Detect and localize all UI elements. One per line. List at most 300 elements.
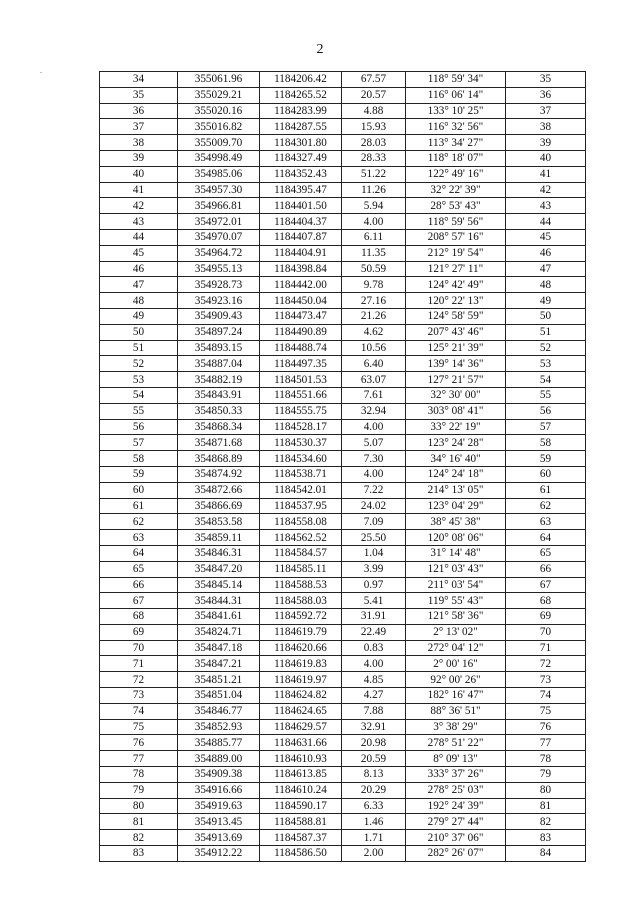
direction-angle-cell: 32° 30' 00" xyxy=(406,387,506,403)
x-coordinate-cell: 354916.66 xyxy=(178,782,260,798)
direction-angle-cell: 139° 14' 36" xyxy=(406,356,506,372)
next-point-cell: 47 xyxy=(506,261,586,277)
y-coordinate-cell: 1184562.52 xyxy=(260,530,342,546)
point-number-cell: 75 xyxy=(100,719,178,735)
direction-angle-cell: 92° 00' 26" xyxy=(406,672,506,688)
table-row xyxy=(100,419,586,435)
next-point-cell: 84 xyxy=(506,846,586,862)
distance-cell: 24.02 xyxy=(342,498,406,514)
point-number-cell: 65 xyxy=(100,561,178,577)
x-coordinate-cell: 354847.18 xyxy=(178,640,260,656)
table-row xyxy=(100,672,586,688)
point-number-cell: 69 xyxy=(100,624,178,640)
x-coordinate-cell: 354868.34 xyxy=(178,419,260,435)
y-coordinate-cell: 1184555.75 xyxy=(260,403,342,419)
table-row xyxy=(100,150,586,166)
x-coordinate-cell: 354871.68 xyxy=(178,435,260,451)
distance-cell: 7.09 xyxy=(342,514,406,530)
next-point-cell: 54 xyxy=(506,372,586,388)
x-coordinate-cell: 354859.11 xyxy=(178,530,260,546)
next-point-cell: 52 xyxy=(506,340,586,356)
direction-angle-cell: 28° 53' 43" xyxy=(406,198,506,214)
direction-angle-cell: 210° 37' 06" xyxy=(406,830,506,846)
point-number-cell: 51 xyxy=(100,340,178,356)
x-coordinate-cell: 354923.16 xyxy=(178,293,260,309)
direction-angle-cell: 118° 59' 56" xyxy=(406,214,506,230)
next-point-cell: 71 xyxy=(506,640,586,656)
y-coordinate-cell: 1184619.83 xyxy=(260,656,342,672)
y-coordinate-cell: 1184488.74 xyxy=(260,340,342,356)
direction-angle-cell: 211° 03' 54" xyxy=(406,577,506,593)
y-coordinate-cell: 1184586.50 xyxy=(260,846,342,862)
direction-angle-cell: 122° 49' 16" xyxy=(406,166,506,182)
next-point-cell: 55 xyxy=(506,387,586,403)
point-number-cell: 62 xyxy=(100,514,178,530)
x-coordinate-cell: 354985.06 xyxy=(178,166,260,182)
point-number-cell: 77 xyxy=(100,751,178,767)
direction-angle-cell: 120° 08' 06" xyxy=(406,530,506,546)
distance-cell: 28.33 xyxy=(342,150,406,166)
y-coordinate-cell: 1184590.17 xyxy=(260,798,342,814)
x-coordinate-cell: 354844.31 xyxy=(178,593,260,609)
x-coordinate-cell: 354852.93 xyxy=(178,719,260,735)
distance-cell: 4.62 xyxy=(342,324,406,340)
point-number-cell: 76 xyxy=(100,735,178,751)
next-point-cell: 62 xyxy=(506,498,586,514)
point-number-cell: 57 xyxy=(100,435,178,451)
next-point-cell: 49 xyxy=(506,293,586,309)
y-coordinate-cell: 1184592.72 xyxy=(260,609,342,625)
distance-cell: 4.27 xyxy=(342,688,406,704)
next-point-cell: 46 xyxy=(506,245,586,261)
x-coordinate-cell: 354850.33 xyxy=(178,403,260,419)
y-coordinate-cell: 1184283.99 xyxy=(260,103,342,119)
y-coordinate-cell: 1184619.79 xyxy=(260,624,342,640)
distance-cell: 50.59 xyxy=(342,261,406,277)
direction-angle-cell: 8° 09' 13" xyxy=(406,751,506,767)
y-coordinate-cell: 1184537.95 xyxy=(260,498,342,514)
point-number-cell: 61 xyxy=(100,498,178,514)
table-row xyxy=(100,261,586,277)
y-coordinate-cell: 1184624.82 xyxy=(260,688,342,704)
direction-angle-cell: 207° 43' 46" xyxy=(406,324,506,340)
y-coordinate-cell: 1184610.93 xyxy=(260,751,342,767)
direction-angle-cell: 124° 42' 49" xyxy=(406,277,506,293)
table-row xyxy=(100,387,586,403)
table-row xyxy=(100,482,586,498)
table-row xyxy=(100,245,586,261)
y-coordinate-cell: 1184450.04 xyxy=(260,293,342,309)
next-point-cell: 39 xyxy=(506,135,586,151)
distance-cell: 4.00 xyxy=(342,466,406,482)
point-number-cell: 49 xyxy=(100,308,178,324)
next-point-cell: 48 xyxy=(506,277,586,293)
x-coordinate-cell: 354846.77 xyxy=(178,703,260,719)
distance-cell: 9.78 xyxy=(342,277,406,293)
next-point-cell: 50 xyxy=(506,308,586,324)
y-coordinate-cell: 1184624.65 xyxy=(260,703,342,719)
table-row xyxy=(100,103,586,119)
table-row xyxy=(100,182,586,198)
x-coordinate-cell: 354846.31 xyxy=(178,545,260,561)
direction-angle-cell: 303° 08' 41" xyxy=(406,403,506,419)
table-row xyxy=(100,688,586,704)
y-coordinate-cell: 1184588.03 xyxy=(260,593,342,609)
y-coordinate-cell: 1184610.24 xyxy=(260,782,342,798)
next-point-cell: 44 xyxy=(506,214,586,230)
point-number-cell: 43 xyxy=(100,214,178,230)
direction-angle-cell: 278° 25' 03" xyxy=(406,782,506,798)
point-number-cell: 58 xyxy=(100,451,178,467)
x-coordinate-cell: 355016.82 xyxy=(178,119,260,135)
next-point-cell: 35 xyxy=(506,72,586,88)
y-coordinate-cell: 1184613.85 xyxy=(260,767,342,783)
distance-cell: 5.41 xyxy=(342,593,406,609)
distance-cell: 5.07 xyxy=(342,435,406,451)
distance-cell: 20.98 xyxy=(342,735,406,751)
point-number-cell: 71 xyxy=(100,656,178,672)
next-point-cell: 58 xyxy=(506,435,586,451)
y-coordinate-cell: 1184501.53 xyxy=(260,372,342,388)
x-coordinate-cell: 354919.63 xyxy=(178,798,260,814)
y-coordinate-cell: 1184584.57 xyxy=(260,545,342,561)
x-coordinate-cell: 354847.21 xyxy=(178,656,260,672)
next-point-cell: 69 xyxy=(506,609,586,625)
point-number-cell: 40 xyxy=(100,166,178,182)
y-coordinate-cell: 1184265.52 xyxy=(260,87,342,103)
next-point-cell: 40 xyxy=(506,150,586,166)
next-point-cell: 74 xyxy=(506,688,586,704)
distance-cell: 7.22 xyxy=(342,482,406,498)
distance-cell: 6.33 xyxy=(342,798,406,814)
table-row xyxy=(100,435,586,451)
direction-angle-cell: 214° 13' 05" xyxy=(406,482,506,498)
direction-angle-cell: 278° 51' 22" xyxy=(406,735,506,751)
table-row xyxy=(100,846,586,862)
table-row xyxy=(100,498,586,514)
next-point-cell: 53 xyxy=(506,356,586,372)
distance-cell: 27.16 xyxy=(342,293,406,309)
direction-angle-cell: 120° 22' 13" xyxy=(406,293,506,309)
point-number-cell: 59 xyxy=(100,466,178,482)
y-coordinate-cell: 1184588.81 xyxy=(260,814,342,830)
x-coordinate-cell: 354866.69 xyxy=(178,498,260,514)
table-row xyxy=(100,624,586,640)
point-number-cell: 38 xyxy=(100,135,178,151)
table-row xyxy=(100,703,586,719)
x-coordinate-cell: 354824.71 xyxy=(178,624,260,640)
direction-angle-cell: 31° 14' 48" xyxy=(406,545,506,561)
distance-cell: 1.46 xyxy=(342,814,406,830)
point-number-cell: 60 xyxy=(100,482,178,498)
point-number-cell: 83 xyxy=(100,846,178,862)
y-coordinate-cell: 1184287.55 xyxy=(260,119,342,135)
y-coordinate-cell: 1184401.50 xyxy=(260,198,342,214)
distance-cell: 15.93 xyxy=(342,119,406,135)
distance-cell: 4.88 xyxy=(342,103,406,119)
y-coordinate-cell: 1184538.71 xyxy=(260,466,342,482)
table-row xyxy=(100,593,586,609)
x-coordinate-cell: 354957.30 xyxy=(178,182,260,198)
table-row xyxy=(100,277,586,293)
next-point-cell: 68 xyxy=(506,593,586,609)
direction-angle-cell: 118° 18' 07" xyxy=(406,150,506,166)
margin-mark: . xyxy=(40,66,42,75)
distance-cell: 28.03 xyxy=(342,135,406,151)
y-coordinate-cell: 1184558.08 xyxy=(260,514,342,530)
next-point-cell: 83 xyxy=(506,830,586,846)
y-coordinate-cell: 1184528.17 xyxy=(260,419,342,435)
x-coordinate-cell: 354847.20 xyxy=(178,561,260,577)
table-row xyxy=(100,340,586,356)
x-coordinate-cell: 354966.81 xyxy=(178,198,260,214)
x-coordinate-cell: 354909.43 xyxy=(178,308,260,324)
table-row xyxy=(100,609,586,625)
y-coordinate-cell: 1184490.89 xyxy=(260,324,342,340)
point-number-cell: 73 xyxy=(100,688,178,704)
x-coordinate-cell: 354913.69 xyxy=(178,830,260,846)
direction-angle-cell: 279° 27' 44" xyxy=(406,814,506,830)
x-coordinate-cell: 354882.19 xyxy=(178,372,260,388)
x-coordinate-cell: 354909.38 xyxy=(178,767,260,783)
distance-cell: 67.57 xyxy=(342,72,406,88)
x-coordinate-cell: 354874.92 xyxy=(178,466,260,482)
distance-cell: 11.26 xyxy=(342,182,406,198)
y-coordinate-cell: 1184551.66 xyxy=(260,387,342,403)
point-number-cell: 56 xyxy=(100,419,178,435)
y-coordinate-cell: 1184587.37 xyxy=(260,830,342,846)
table-row xyxy=(100,640,586,656)
direction-angle-cell: 118° 59' 34" xyxy=(406,72,506,88)
next-point-cell: 65 xyxy=(506,545,586,561)
table-row xyxy=(100,751,586,767)
distance-cell: 20.57 xyxy=(342,87,406,103)
table-row xyxy=(100,166,586,182)
distance-cell: 4.00 xyxy=(342,214,406,230)
next-point-cell: 42 xyxy=(506,182,586,198)
table-row xyxy=(100,514,586,530)
table-row xyxy=(100,135,586,151)
direction-angle-cell: 208° 57' 16" xyxy=(406,229,506,245)
next-point-cell: 73 xyxy=(506,672,586,688)
table-row xyxy=(100,214,586,230)
point-number-cell: 41 xyxy=(100,182,178,198)
x-coordinate-cell: 354893.15 xyxy=(178,340,260,356)
x-coordinate-cell: 354868.89 xyxy=(178,451,260,467)
point-number-cell: 82 xyxy=(100,830,178,846)
distance-cell: 31.91 xyxy=(342,609,406,625)
direction-angle-cell: 333° 37' 26" xyxy=(406,767,506,783)
table-row xyxy=(100,561,586,577)
next-point-cell: 56 xyxy=(506,403,586,419)
distance-cell: 5.94 xyxy=(342,198,406,214)
distance-cell: 25.50 xyxy=(342,530,406,546)
direction-angle-cell: 2° 13' 02" xyxy=(406,624,506,640)
x-coordinate-cell: 355020.16 xyxy=(178,103,260,119)
next-point-cell: 60 xyxy=(506,466,586,482)
y-coordinate-cell: 1184620.66 xyxy=(260,640,342,656)
point-number-cell: 72 xyxy=(100,672,178,688)
next-point-cell: 57 xyxy=(506,419,586,435)
x-coordinate-cell: 354851.04 xyxy=(178,688,260,704)
direction-angle-cell: 2° 00' 16" xyxy=(406,656,506,672)
y-coordinate-cell: 1184629.57 xyxy=(260,719,342,735)
distance-cell: 1.71 xyxy=(342,830,406,846)
table-row xyxy=(100,782,586,798)
y-coordinate-cell: 1184395.47 xyxy=(260,182,342,198)
direction-angle-cell: 124° 58' 59" xyxy=(406,308,506,324)
x-coordinate-cell: 354912.22 xyxy=(178,846,260,862)
distance-cell: 32.91 xyxy=(342,719,406,735)
point-number-cell: 36 xyxy=(100,103,178,119)
distance-cell: 51.22 xyxy=(342,166,406,182)
point-number-cell: 70 xyxy=(100,640,178,656)
table-row xyxy=(100,119,586,135)
next-point-cell: 41 xyxy=(506,166,586,182)
distance-cell: 20.29 xyxy=(342,782,406,798)
table-row xyxy=(100,830,586,846)
point-number-cell: 50 xyxy=(100,324,178,340)
point-number-cell: 34 xyxy=(100,72,178,88)
distance-cell: 2.00 xyxy=(342,846,406,862)
table-row xyxy=(100,293,586,309)
point-number-cell: 78 xyxy=(100,767,178,783)
next-point-cell: 79 xyxy=(506,767,586,783)
point-number-cell: 80 xyxy=(100,798,178,814)
distance-cell: 22.49 xyxy=(342,624,406,640)
distance-cell: 0.97 xyxy=(342,577,406,593)
page-number: 2 xyxy=(316,42,324,57)
x-coordinate-cell: 355061.96 xyxy=(178,72,260,88)
direction-angle-cell: 113° 34' 27" xyxy=(406,135,506,151)
table-row xyxy=(100,577,586,593)
x-coordinate-cell: 355029.21 xyxy=(178,87,260,103)
x-coordinate-cell: 354928.73 xyxy=(178,277,260,293)
point-number-cell: 53 xyxy=(100,372,178,388)
next-point-cell: 80 xyxy=(506,782,586,798)
distance-cell: 4.85 xyxy=(342,672,406,688)
next-point-cell: 63 xyxy=(506,514,586,530)
direction-angle-cell: 121° 58' 36" xyxy=(406,609,506,625)
table-row xyxy=(100,451,586,467)
distance-cell: 10.56 xyxy=(342,340,406,356)
point-number-cell: 39 xyxy=(100,150,178,166)
y-coordinate-cell: 1184404.91 xyxy=(260,245,342,261)
point-number-cell: 68 xyxy=(100,609,178,625)
distance-cell: 7.30 xyxy=(342,451,406,467)
next-point-cell: 70 xyxy=(506,624,586,640)
direction-angle-cell: 272° 04' 12" xyxy=(406,640,506,656)
point-number-cell: 74 xyxy=(100,703,178,719)
y-coordinate-cell: 1184327.49 xyxy=(260,150,342,166)
direction-angle-cell: 116° 32' 56" xyxy=(406,119,506,135)
direction-angle-cell: 127° 21' 57" xyxy=(406,372,506,388)
direction-angle-cell: 119° 55' 43" xyxy=(406,593,506,609)
x-coordinate-cell: 354851.21 xyxy=(178,672,260,688)
x-coordinate-cell: 354897.24 xyxy=(178,324,260,340)
table-row xyxy=(100,308,586,324)
table-row xyxy=(100,229,586,245)
direction-angle-cell: 121° 03' 43" xyxy=(406,561,506,577)
y-coordinate-cell: 1184542.01 xyxy=(260,482,342,498)
y-coordinate-cell: 1184473.47 xyxy=(260,308,342,324)
y-coordinate-cell: 1184631.66 xyxy=(260,735,342,751)
point-number-cell: 54 xyxy=(100,387,178,403)
distance-cell: 11.35 xyxy=(342,245,406,261)
x-coordinate-cell: 354887.04 xyxy=(178,356,260,372)
table-row xyxy=(100,87,586,103)
distance-cell: 8.13 xyxy=(342,767,406,783)
point-number-cell: 55 xyxy=(100,403,178,419)
next-point-cell: 77 xyxy=(506,735,586,751)
direction-angle-cell: 121° 27' 11" xyxy=(406,261,506,277)
point-number-cell: 63 xyxy=(100,530,178,546)
next-point-cell: 51 xyxy=(506,324,586,340)
coordinates-table xyxy=(99,71,586,862)
table-row xyxy=(100,324,586,340)
point-number-cell: 52 xyxy=(100,356,178,372)
x-coordinate-cell: 354913.45 xyxy=(178,814,260,830)
distance-cell: 21.26 xyxy=(342,308,406,324)
direction-angle-cell: 212° 19' 54" xyxy=(406,245,506,261)
table-row xyxy=(100,198,586,214)
table-row xyxy=(100,767,586,783)
x-coordinate-cell: 354972.01 xyxy=(178,214,260,230)
direction-angle-cell: 116° 06' 14" xyxy=(406,87,506,103)
next-point-cell: 64 xyxy=(506,530,586,546)
point-number-cell: 37 xyxy=(100,119,178,135)
point-number-cell: 48 xyxy=(100,293,178,309)
x-coordinate-cell: 354845.14 xyxy=(178,577,260,593)
y-coordinate-cell: 1184442.00 xyxy=(260,277,342,293)
point-number-cell: 79 xyxy=(100,782,178,798)
y-coordinate-cell: 1184534.60 xyxy=(260,451,342,467)
table-row xyxy=(100,372,586,388)
y-coordinate-cell: 1184619.97 xyxy=(260,672,342,688)
direction-angle-cell: 282° 26' 07" xyxy=(406,846,506,862)
direction-angle-cell: 33° 22' 19" xyxy=(406,419,506,435)
y-coordinate-cell: 1184588.53 xyxy=(260,577,342,593)
y-coordinate-cell: 1184407.87 xyxy=(260,229,342,245)
x-coordinate-cell: 354885.77 xyxy=(178,735,260,751)
direction-angle-cell: 34° 16' 40" xyxy=(406,451,506,467)
y-coordinate-cell: 1184301.80 xyxy=(260,135,342,151)
next-point-cell: 78 xyxy=(506,751,586,767)
point-number-cell: 46 xyxy=(100,261,178,277)
x-coordinate-cell: 354955.13 xyxy=(178,261,260,277)
distance-cell: 7.88 xyxy=(342,703,406,719)
distance-cell: 6.40 xyxy=(342,356,406,372)
x-coordinate-cell: 354872.66 xyxy=(178,482,260,498)
table-row xyxy=(100,530,586,546)
table-body xyxy=(100,72,586,862)
table-row xyxy=(100,814,586,830)
next-point-cell: 61 xyxy=(506,482,586,498)
direction-angle-cell: 133° 10' 25" xyxy=(406,103,506,119)
point-number-cell: 35 xyxy=(100,87,178,103)
point-number-cell: 64 xyxy=(100,545,178,561)
point-number-cell: 44 xyxy=(100,229,178,245)
y-coordinate-cell: 1184530.37 xyxy=(260,435,342,451)
table-row xyxy=(100,735,586,751)
next-point-cell: 36 xyxy=(506,87,586,103)
direction-angle-cell: 38° 45' 38" xyxy=(406,514,506,530)
next-point-cell: 72 xyxy=(506,656,586,672)
point-number-cell: 47 xyxy=(100,277,178,293)
next-point-cell: 43 xyxy=(506,198,586,214)
distance-cell: 4.00 xyxy=(342,419,406,435)
direction-angle-cell: 32° 22' 39" xyxy=(406,182,506,198)
